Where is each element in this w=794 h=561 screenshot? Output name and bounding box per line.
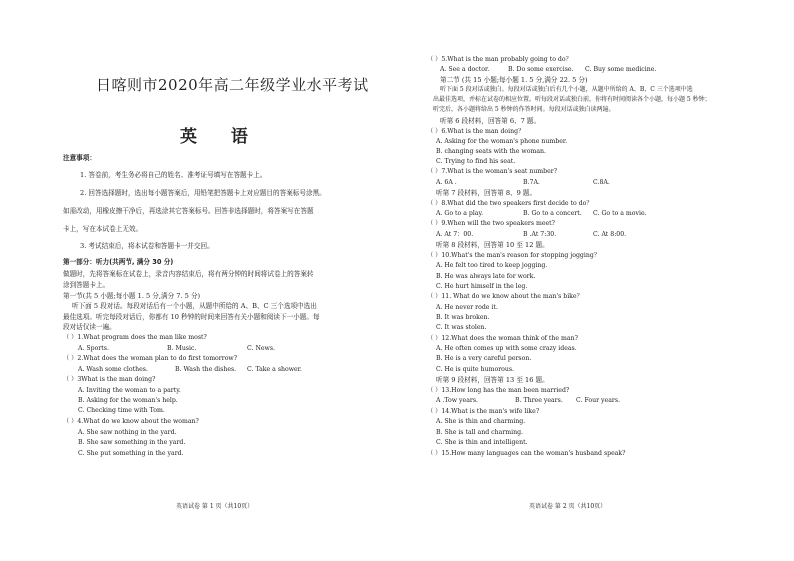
q10-option-c: C. He hurt himself in the leg. (436, 283, 528, 290)
q4-option-a: A. She saw nothing in the yard. (78, 429, 177, 436)
section1-intro-cont: 最佳选项。听完每段对话后，你都有 10 秒钟的时间来回答有关小题和阅读下一小题。每 (63, 313, 320, 321)
question-8: （ ）8.What did the two speakers first decide to do？ (427, 200, 593, 207)
section1-intro: 听下面 5 段对话。每段对话后有一个小题，从题中所给的 A、B、C 三个选项中选出 (72, 302, 317, 310)
subject-title: 英 语 (180, 127, 262, 147)
exam-title: 日喀则市2020年高二年级学业水平考试 (96, 76, 369, 94)
q13-option-b: B. Three years. (515, 397, 563, 404)
q3-option-a: A. Inviting the woman to a party. (78, 387, 181, 394)
q10-option-b: B. He was always late for work. (436, 273, 536, 280)
q12-option-a: A. He often comes up with some crazy ideas. (436, 345, 577, 352)
q6-option-b: B. changing seats with the woman. (436, 148, 546, 155)
question-3: （ ）3What is the man doing? (63, 376, 156, 383)
q11-option-b: B. It was broken. (436, 314, 490, 321)
notice-item-1: 1. 答卷前，考生务必将自己的姓名、准考证号填写在答题卡上。 (80, 171, 267, 179)
section2-heading: 第二节 (共 15 小题;每小题 1. 5 分,满分 22. 5 分) (440, 76, 588, 84)
q7-option-c: C.8A. (593, 179, 610, 186)
section2-intro-cont2: 听完后，各小题将给出 5 秒钟的作答时间。每段对话或独白读两遍。 (433, 106, 615, 113)
question-12: （ ）12.What does the woman think of the man? (427, 335, 578, 342)
q14-option-c: C. She is thin and intelligent. (436, 439, 528, 446)
material-9-heading: 听第 9 段材料，回答第 13 至 16 题。 (436, 376, 549, 384)
q2-option-a: A. Wash some clothes. (78, 366, 148, 373)
q8-option-a: A. Go to a play. (436, 210, 484, 217)
q11-option-a: A. He never rode it. (436, 304, 498, 311)
q6-option-a: A. Asking for the woman's phone number. (436, 138, 568, 145)
section2-intro: 听下面 5 段对话或独白。每段对话或独白后有几个小题，从题中所给的 A、B、C 三个选项中选 (440, 86, 693, 93)
q9-option-c: C. At 8:00. (593, 231, 627, 238)
notice-item-2-cont: 如需改动，用橡皮擦干净后，再选涂其它答案标号。回答非选择题时，将答案写在答题 (63, 207, 314, 215)
part1-intro: 做题时，先将答案标在试卷上，录音内容结束后，将有两分钟的时间将试卷上的答案转 (63, 270, 314, 278)
question-9: （ ）9.When will the two speakers meet? (427, 220, 555, 227)
q1-option-a: A. Sports. (78, 345, 109, 352)
q14-option-b: B. She is tall and charming. (436, 429, 524, 436)
question-2: （ ）2.What does the woman plan to do first tomorrow? (63, 355, 238, 362)
q9-option-b: B .At 7:30. (523, 231, 557, 238)
question-7: （ ）7.What is the woman's seat number? (427, 168, 558, 175)
q2-option-b: B. Wash the dishes. (175, 366, 237, 373)
question-6: （ ）6.What is the man doing？ (427, 128, 525, 135)
q12-option-c: C. He is quite humorous. (436, 366, 515, 373)
q6-option-c: C. Trying to find his seat. (436, 158, 516, 165)
q9-option-a: A. At 7：00. (436, 231, 474, 238)
q13-option-a: A .Tow years. (436, 397, 478, 404)
q4-option-b: B. She saw something in the yard. (78, 439, 186, 446)
q5-option-a: A. See a doctor. (440, 66, 490, 73)
page-footer: 英语试卷 第 1 页（共10页） (176, 503, 254, 510)
q1-option-b: B. Music. (167, 345, 197, 352)
question-10: （ ）10.What's the man's reason for stopping jogging？ (427, 252, 601, 259)
question-11: （ ）11. What do we know about the man's bike？ (427, 293, 583, 300)
notice-item-2: 2. 回答选择题时，选出每小题答案后，用铅笔把答题卡上对应题目的答案标号涂黑。 (80, 189, 326, 197)
material-8-heading: 听第 8 段材料，回答第 10 至 12 题。 (436, 241, 549, 249)
page-2 (397, 0, 794, 561)
q8-option-b: B. Go to a concert. (523, 210, 582, 217)
part1-intro-cont: 涂到答题卡上。 (63, 281, 110, 289)
q8-option-c: C. Go to a movie. (593, 210, 647, 217)
question-4: （ ）4.What do we know about the woman? (63, 418, 199, 425)
q1-option-c: C. News. (247, 345, 275, 352)
question-13: （ ）13.How long has the man been married? (427, 387, 570, 394)
q3-option-c: C. Checking time with Tom. (78, 407, 165, 414)
q5-option-b: B. Do some exercise. (508, 66, 574, 73)
material-7-heading: 听第 7 段材料，回答第 8、9 题。 (436, 189, 537, 197)
q4-option-c: C. She put something in the yard. (78, 450, 184, 457)
q14-option-a: A. She is thin and charming. (436, 418, 526, 425)
part1-heading: 第一部分：听力(共两节, 满分 30 分) (63, 258, 174, 266)
q11-option-c: C. It was stolen. (436, 324, 487, 331)
notice-item-2-cont2: 卡上，写在本试卷上无效。 (63, 225, 143, 233)
question-5: （ ）5.What is the man probably going to do？ (427, 56, 572, 63)
q7-option-a: A. 6A . (436, 179, 457, 186)
q2-option-c: C. Take a shower. (247, 366, 302, 373)
material-6-heading: 听第 6 段材料，回答第 6、7 题。 (440, 117, 541, 125)
q12-option-b: B. He is a very careful person. (436, 355, 532, 362)
q10-option-a: A. He felt too tired to keep jogging. (436, 262, 548, 269)
q5-option-c: C. Buy some medicine. (585, 66, 657, 73)
page-footer: 英语试卷 第 2 页（共10页） (529, 503, 607, 510)
question-1: （ ）1.What program does the man like most? (63, 334, 207, 341)
q3-option-b: B. Asking for the woman's help. (78, 397, 178, 404)
notice-heading: 注意事项： (63, 154, 96, 162)
notice-item-3: 3. 考试结束后，将本试卷和答题卡一并交回。 (80, 242, 214, 250)
section1-heading: 第一节(共 5 小题;每小题 1. 5 分,满分 7. 5 分) (63, 292, 201, 300)
section1-intro-cont2: 段对话仅读一遍。 (63, 323, 116, 331)
section2-intro-cont: 出最佳选项，并标在试卷的相应位置。听每段对话或独白前，你将有时间阅读各个小题，每小题 5 秒钟； (433, 96, 711, 103)
question-14: （ ）14.What is the man's wife like? (427, 408, 540, 415)
q7-option-b: B.7A. (523, 179, 540, 186)
q13-option-c: C. Four years. (576, 397, 620, 404)
question-15: （ ）15.How many languages can the woman's husband speak? (427, 450, 626, 457)
